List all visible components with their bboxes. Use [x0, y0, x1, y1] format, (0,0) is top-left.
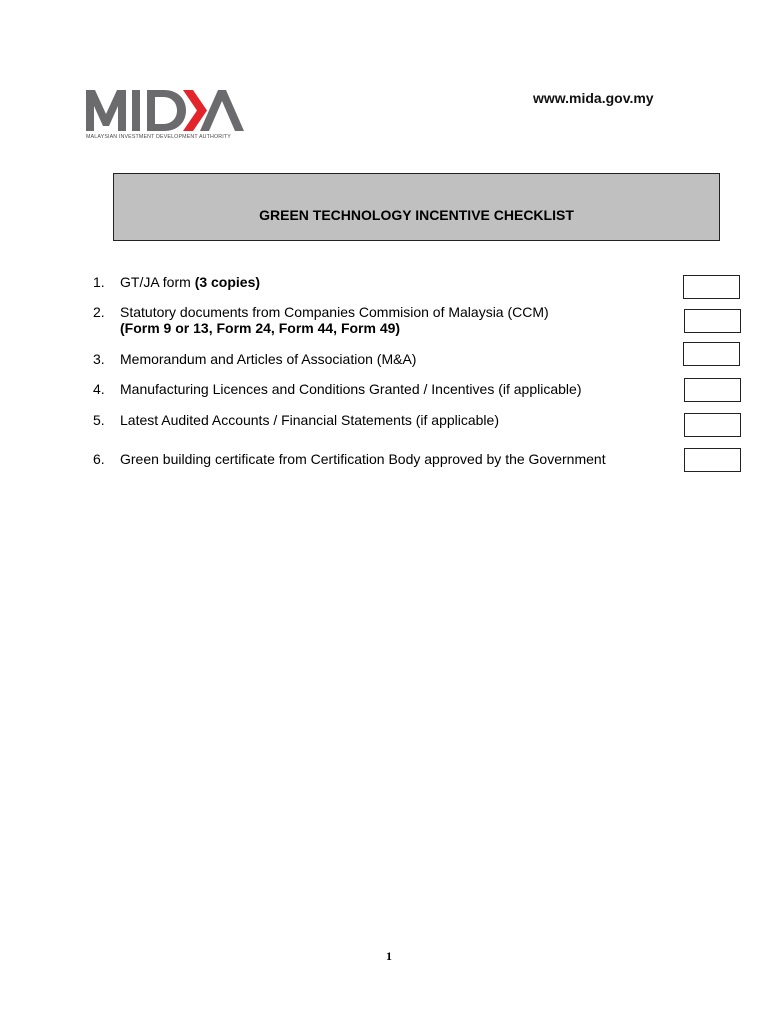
- checkbox-item-6[interactable]: [684, 448, 741, 472]
- item-number: 6.: [93, 451, 105, 467]
- item-text: GT/JA form: [120, 274, 191, 290]
- checkbox-item-4[interactable]: [684, 378, 741, 402]
- item-number: 2.: [93, 304, 105, 320]
- mida-logo: [86, 88, 246, 144]
- item-number: 1.: [93, 274, 105, 290]
- checkbox-item-2[interactable]: [684, 309, 741, 333]
- item-text: Memorandum and Articles of Association (M&A): [120, 351, 417, 367]
- item-number: 5.: [93, 412, 105, 428]
- item-number: 3.: [93, 351, 105, 367]
- item-text: Statutory documents from Companies Commision of Malaysia (CCM): [120, 304, 549, 320]
- checkbox-item-3[interactable]: [683, 342, 740, 366]
- item-number: 4.: [93, 381, 105, 397]
- checkbox-item-1[interactable]: [683, 275, 740, 299]
- checklist-title-box: [113, 173, 720, 241]
- item-text-line2: (Form 9 or 13, Form 24, Form 44, Form 49): [120, 320, 401, 336]
- checkbox-item-5[interactable]: [684, 413, 741, 437]
- logo-subtitle: MALAYSIAN INVESTMENT DEVELOPMENT AUTHORITY: [86, 134, 231, 140]
- item-text: Manufacturing Licences and Conditions Granted / Incentives (if applicable): [120, 381, 582, 397]
- mida-logo-mark: [86, 88, 246, 132]
- page-number: 1: [386, 949, 392, 963]
- item-bold-suffix: (3 copies): [194, 274, 261, 290]
- website-url[interactable]: www.mida.gov.my: [533, 90, 654, 106]
- checklist-title: GREEN TECHNOLOGY INCENTIVE CHECKLIST: [259, 207, 574, 223]
- item-text: Green building certificate from Certification Body approved by the Government: [120, 451, 606, 467]
- item-text: Latest Audited Accounts / Financial Statements (if applicable): [120, 412, 499, 428]
